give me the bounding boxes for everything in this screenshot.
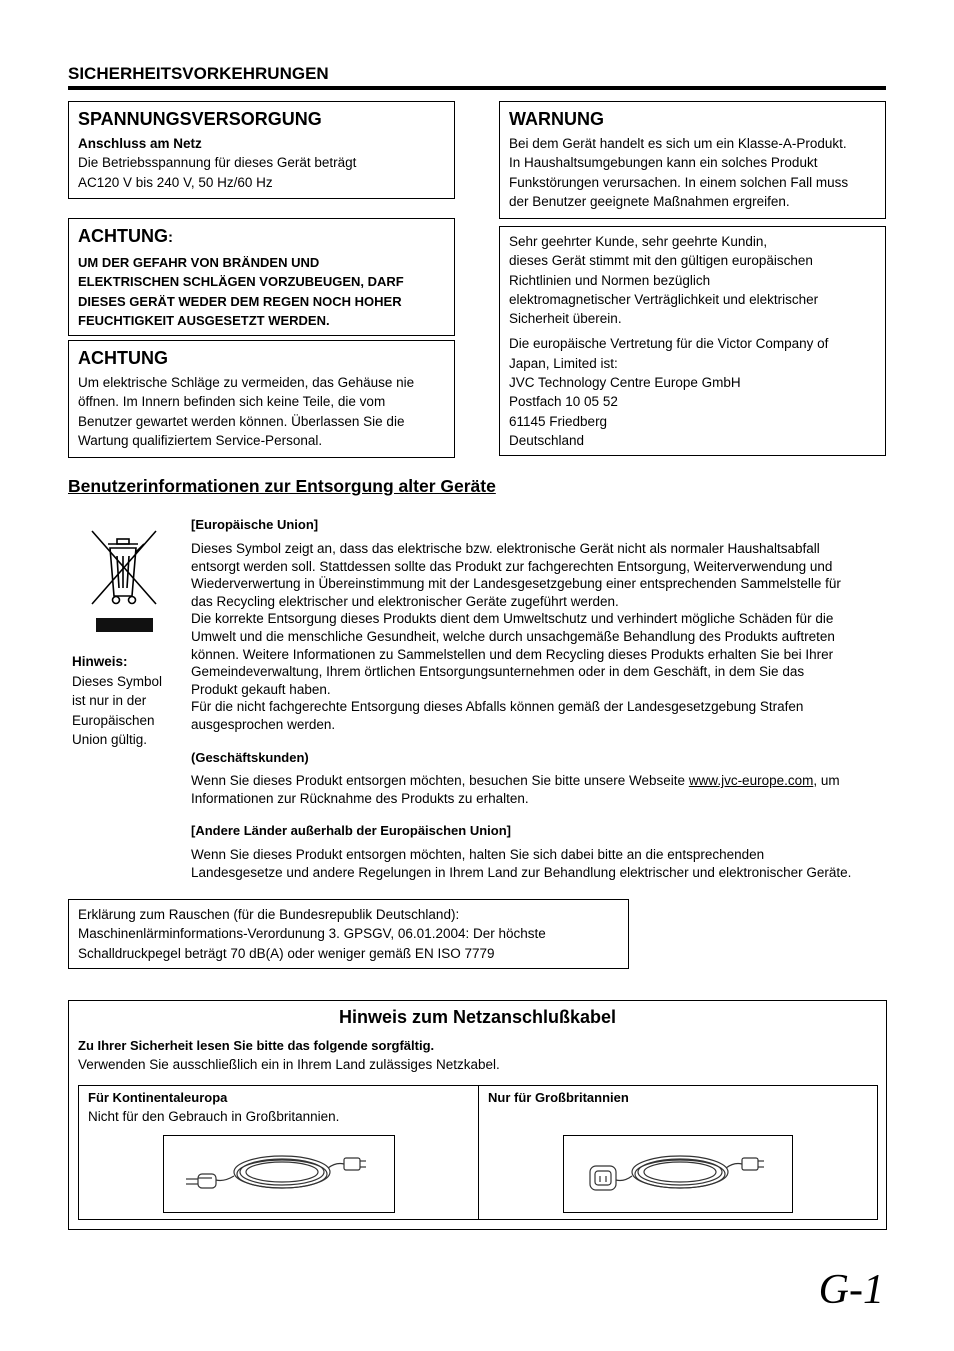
noise-line: Maschinenlärminformations-Verordunung 3. GPSGV, 06.01.2004: Der höchste xyxy=(78,926,546,942)
business-heading: (Geschäftskunden) xyxy=(191,750,309,765)
business-text: Wenn Sie dieses Produkt entsorgen möchten, besuchen Sie bitte unsere Webseite www.jvc-europe.com, um Informationen zur Rücknahme des Produkts zu erhalten. xyxy=(191,773,840,806)
conformity-box xyxy=(499,226,886,456)
caution-box-shock xyxy=(68,340,455,458)
cable-safety-line: Zu Ihrer Sicherheit lesen Sie bitte das folgende sorgfältig. xyxy=(78,1038,435,1053)
power-subtitle: Anschluss am Netz xyxy=(78,136,202,151)
other-heading: [Andere Länder außerhalb der Europäischen Union] xyxy=(191,823,511,838)
disposal-title: Benutzerinformationen zur Entsorgung alter Geräte xyxy=(68,476,496,496)
uk-power-cable-icon xyxy=(564,1136,792,1212)
disposal-note: Hinweis: Dieses Symbol ist nur in der Europäischen Union gültig. xyxy=(72,654,163,747)
address-line: 61145 Friedberg xyxy=(509,413,608,429)
warning-line: Funkstörungen verursachen. In einem solchen Fall muss xyxy=(509,174,849,190)
page-number: G-1 xyxy=(818,1267,884,1313)
address-line: Deutschland xyxy=(509,432,585,448)
caution-line: Benutzer gewartet werden können. Überlassen Sie die xyxy=(78,413,405,429)
caution-line: DIESES GERÄT WEDER DEM REGEN NOCH HOHER xyxy=(78,293,402,309)
other-text: Wenn Sie dieses Produkt entsorgen möchten, halten Sie sich dabei bitte an die entsprechenden Landesgesetze und andere Regelungen in Ihrem Land zur Behandlung elektrischer und elektronischer Geräte. xyxy=(191,847,852,880)
warning-line: In Haushaltsumgebungen kann ein solches Produkt xyxy=(509,155,818,171)
weee-bin-icon xyxy=(86,526,162,634)
address-line: Postfach 10 05 52 xyxy=(509,394,618,410)
noise-box xyxy=(68,899,629,969)
conformity-line: dieses Gerät stimmt mit den gültigen europäischen xyxy=(509,253,813,269)
caution-line: öffnen. Im Innern befinden sich keine Teile, die vom xyxy=(78,394,386,410)
power-title: SPANNUNGSVERSORGUNG xyxy=(78,109,322,129)
uk-heading: Nur für Großbritannien xyxy=(488,1090,629,1105)
warning-line: der Benutzer geeignete Maßnahmen ergreifen. xyxy=(509,193,790,209)
uk-cable-frame xyxy=(563,1135,793,1213)
cable-info-line: Verwenden Sie ausschließlich ein in Ihrem Land zulässiges Netzkabel. xyxy=(78,1057,500,1072)
caution-line: FEUCHTIGKEIT AUSGESETZT WERDEN. xyxy=(78,312,330,328)
cable-title: Hinweis zum Netzanschlußkabel xyxy=(338,1007,617,1027)
noise-line: Erklärung zum Rauschen (für die Bundesrepublik Deutschland): xyxy=(78,907,460,922)
warning-box xyxy=(499,101,886,219)
conformity-line: Sicherheit überein. xyxy=(509,311,622,327)
caution-line: UM DER GEFAHR VON BRÄNDEN UND xyxy=(78,255,320,270)
conformity-line: Richtlinien und Normen bezüglich xyxy=(509,272,711,288)
noise-line: Schalldruckpegel beträgt 70 dB(A) oder weniger gemäß EN ISO 7779 xyxy=(78,945,495,961)
caution-title: ACHTUNG: xyxy=(78,226,173,246)
address-line: JVC Technology Centre Europe GmbH xyxy=(509,375,741,391)
power-line: Die Betriebsspannung für dieses Gerät beträgt xyxy=(78,155,357,171)
power-supply-box xyxy=(68,101,455,199)
cable-table xyxy=(78,1085,878,1220)
cable-box xyxy=(68,1000,887,1230)
caution-title: ACHTUNG xyxy=(78,348,168,368)
address-line: Die europäische Vertretung für die Victor Company of xyxy=(509,336,829,352)
jvc-website-link[interactable]: www.jvc-europe.com xyxy=(688,773,814,788)
caution-line: Um elektrische Schläge zu vermeiden, das Gehäuse nie xyxy=(78,375,415,390)
warning-line: Bei dem Gerät handelt es sich um ein Klasse-A-Produkt. xyxy=(509,136,847,151)
eu-text: Dieses Symbol zeigt an, dass das elektrische bzw. elektronische Gerät nicht als normaler Haushaltsabfall entsorgt werden soll. Stattdessen sollte das Produkt zur fachgerechten Entsorgung, Weiterverwendung und Wiederverwertung in Übereinstimmung mit der Landesgesetzgebung einer entsprechenden Sammelstelle für das Recycling elektrischer und elektronischer Geräte zugeführt werden. Die korrekte Entsorgung dieses Produkts dient dem Umweltschutz und verhindert mögliche Schäden für die Umwelt und die menschliche Gesundheit, welche durch unsachgemäße Behandlung des Produkts auftreten können. Weitere Informationen zu Sammelstellen und dem Recycling dieses Produkts erhalten Sie bei Ihrer Gemeindeverwaltung, Ihrem örtlichen Entsorgungsunternehmen oder in dem Geschäft, in dem Sie das Produkt gekauft haben. Für die nicht fachgerechte Entsorgung dieses Abfalls können gemäß der Landesgesetzgebung Strafen ausgesprochen werden. xyxy=(191,541,841,732)
warning-title: WARNUNG xyxy=(509,109,604,129)
conformity-line: Sehr geehrter Kunde, sehr geehrte Kundin, xyxy=(509,234,768,249)
power-line: AC120 V bis 240 V, 50 Hz/60 Hz xyxy=(78,174,273,190)
eu-heading: [Europäische Union] xyxy=(191,517,319,532)
euro-power-cable-icon xyxy=(164,1136,394,1212)
section-rule xyxy=(68,86,886,90)
continental-cable-frame xyxy=(163,1135,395,1213)
continental-text: Nicht für den Gebrauch in Großbritannien. xyxy=(88,1109,340,1124)
caution-line: ELEKTRISCHEN SCHLÄGEN VORZUBEUGEN, DARF xyxy=(78,274,404,290)
continental-heading: Für Kontinentaleuropa xyxy=(88,1090,228,1105)
conformity-line: elektromagnetischer Verträglichkeit und elektrischer xyxy=(509,291,819,307)
caution-line: Wartung qualifiziertem Service-Personal. xyxy=(78,432,323,448)
address-line: Japan, Limited ist: xyxy=(509,355,618,371)
cable-table-divider xyxy=(478,1086,479,1219)
section-title: SICHERHEITSVORKEHRUNGEN xyxy=(68,64,329,83)
caution-box-fire xyxy=(68,218,455,336)
